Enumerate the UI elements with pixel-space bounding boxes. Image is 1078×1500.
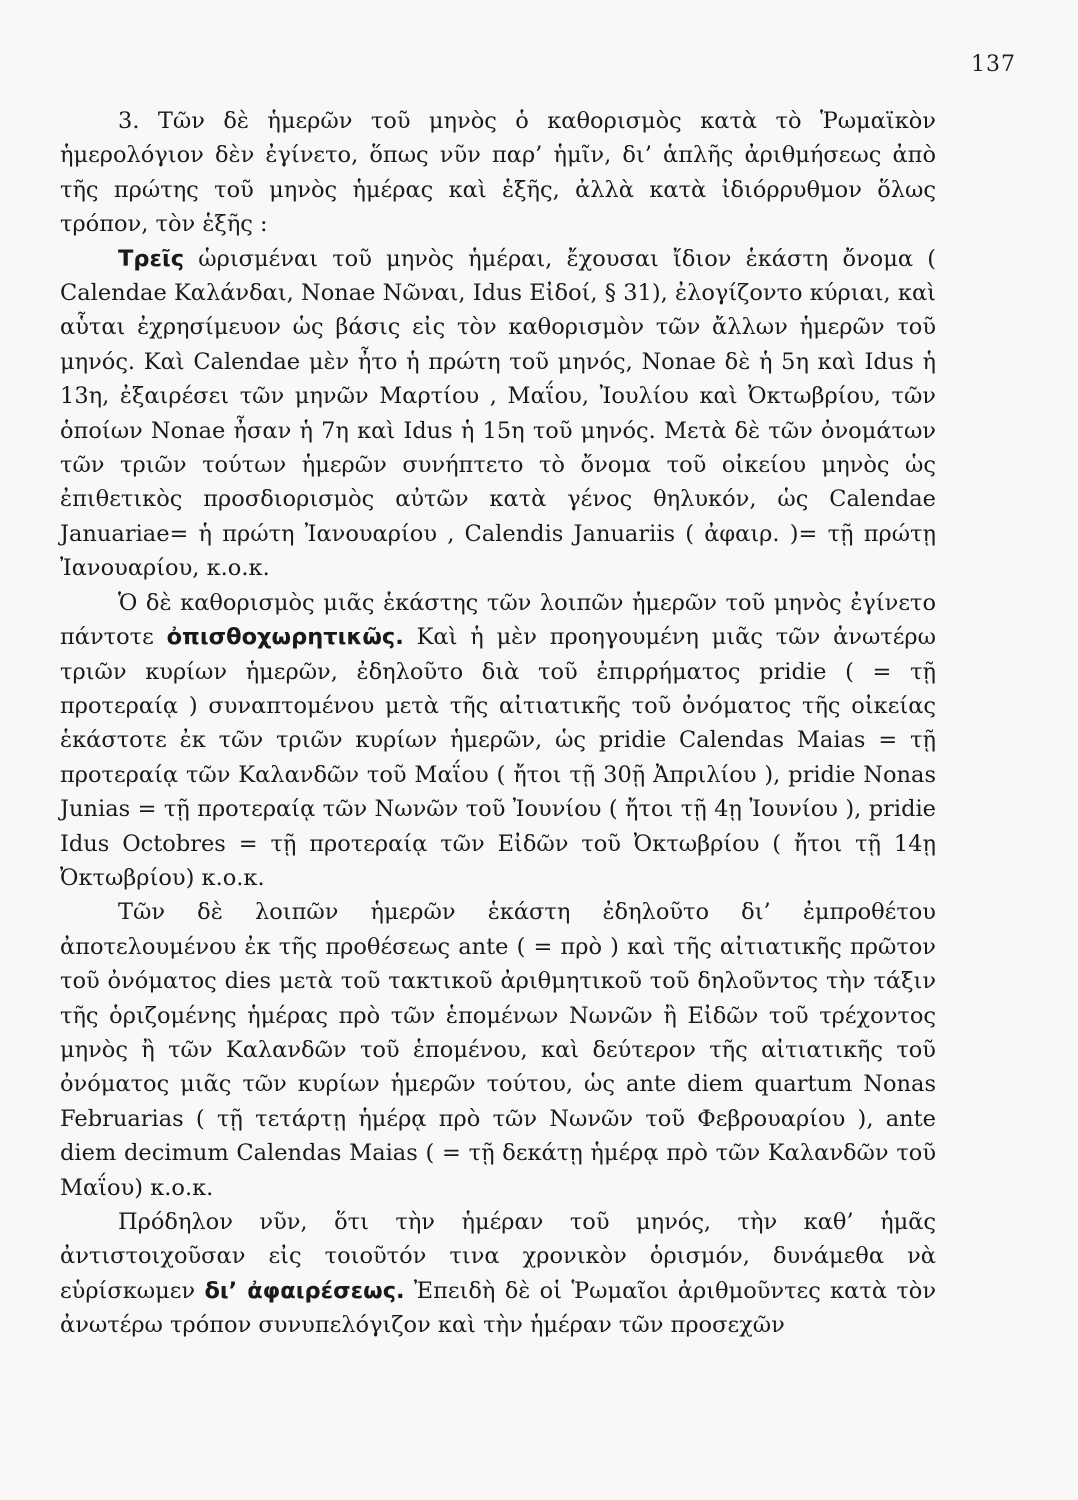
paragraph-text: Τῶν δὲ λοιπῶν ἡμερῶν ἑκάστη ἐδηλοῦτο δι’ ἐμπροθέτου ἀποτελουμένου ἐκ τῆς προθέσεως ante ( = πρὸ ) καὶ τῆς αἰτιατικῆς πρῶτον τοῦ ὀνόματος dies μετὰ τοῦ τακτικοῦ ἀριθμητικοῦ τοῦ δηλοῦντος τὴν τάξιν τῆς ὁριζομένης ἡμέρας πρὸ τῶν ἑπομένων Νωνῶν ἢ Εἰδῶν τοῦ τρέχοντος μηνὸς ἢ τῶν Καλανδῶν τοῦ ἑπομένου, καὶ δεύτερον τῆς αἰτιατικῆς τοῦ ὀνόματος μιᾶς τῶν κυρίων ἡμερῶν τούτου, ὡς ante diem quartum Nonas Februarias ( τῇ τετάρτῃ ἡμέρᾳ πρὸ τῶν Νωνῶν τοῦ Φεβρουαρίου ), ante diem decimum Calendas Maias ( = τῇ δεκάτῃ ἡμέρᾳ πρὸ τῶν Καλανδῶν τοῦ Μαΐου) κ.ο.κ. [60,899,936,1201]
paragraph [60,586,936,896]
paragraph [60,895,936,1205]
paragraph-text: ὡρισμέναι τοῦ μηνὸς ἡμέραι, ἔχουσαι ἴδιον ἑκάστη ὄνομα ( Calendae Καλάνδαι, Nonae Νῶναι, Idus Εἰδοί, § 31), ἐλογίζοντο κύριαι, καὶ αὗται ἐχρησίμευον ὡς βάσις εἰς τὸν καθορισμὸν τῶν ἄλλων ἡμερῶν τοῦ μηνός. Καὶ Calendae μὲν ἦτο ἡ πρώτη τοῦ μηνός, Nonae δὲ ἡ 5η καὶ Idus ἡ 13η, ἐξαιρέσει τῶν μηνῶν Μαρτίου , Μαΐου, Ἰουλίου καὶ Ὀκτωβρίου, τῶν ὁποίων Nonae ἦσαν ἡ 7η καὶ Idus ἡ 15η τοῦ μηνός. Μετὰ δὲ τῶν ὀνομάτων τῶν τριῶν τούτων ἡμερῶν συνήπτετο τὸ ὄνομα τοῦ οἰκείου μηνὸς ὡς ἐπιθετικὸς προσδιορισμὸς αὐτῶν κατὰ γένος θηλυκόν, ὡς Calendae Januariae= ἡ πρώτη Ἰανουαρίου , Calendis Januariis ( ἀφαιρ. )= τῇ πρώτῃ Ἰανουαρίου, κ.ο.κ. [60,245,936,582]
paragraph-text: 3. Τῶν δὲ ἡμερῶν τοῦ μηνὸς ὁ καθορισμὸς κατὰ τὸ Ῥωμαϊκὸν ἡμερολόγιον δὲν ἐγίνετο, ὅπως νῦν παρ’ ἡμῖν, δι’ ἁπλῆς ἀριθμήσεως ἀπὸ τῆς πρώτης τοῦ μηνὸς ἡμέρας καὶ ἑξῆς, ἀλλὰ κατὰ ἰδιόρρυθμον ὅλως τρόπον, τὸν ἑξῆς : [60,108,936,238]
paragraph-text: Ὁ δὲ καθορισμὸς μιᾶς ἑκάστης τῶν λοιπῶν ἡμερῶν τοῦ μηνὸς ἐγίνετο πάντοτε [60,589,936,651]
paragraph [60,1205,936,1343]
paragraph [60,242,936,586]
bold-term: ὀπισθοχωρητικῶς. [166,624,404,651]
bold-term: δι’ ἀφαιρέσεως. [204,1277,405,1304]
paragraph-text: Καὶ ἡ μὲν προηγουμένη μιᾶς τῶν ἀνωτέρω τριῶν κυρίων ἡμερῶν, ἐδηλοῦτο διὰ τοῦ ἐπιρρήματος pridie ( = τῇ προτεραίᾳ ) συναπτομένου μετὰ τῆς αἰτιατικῆς τοῦ ὀνόματος τῆς οἰκείας ἑκάστοτε ἐκ τῶν τριῶν κυρίων ἡμερῶν, ὡς pridie Calendas Maias = τῇ προτεραίᾳ τῶν Καλανδῶν τοῦ Μαΐου ( ἤτοι τῇ 30ῇ Ἀπριλίου ), pridie Nonas Junias = τῇ προτεραίᾳ τῶν Νωνῶν τοῦ Ἰουνίου ( ἤτοι τῇ 4ῃ Ἰουνίου ), pridie Idus Octobres = τῇ προτεραίᾳ τῶν Εἰδῶν τοῦ Ὀκτωβρίου ( ἤτοι τῇ 14ῃ Ὀκτωβρίου) κ.ο.κ. [60,624,936,891]
bold-term: Τρεῖς [118,245,185,272]
paragraph-text: Πρόδηλον νῦν, ὅτι τὴν ἡμέραν τοῦ μηνός, τὴν καθ’ ἡμᾶς ἀντιστοιχοῦσαν εἰς τοιοῦτόν τινα χρονικὸν ὁρισμόν, δυνάμεθα νὰ εὑρίσκωμεν [60,1209,936,1304]
paragraph-text: Ἐπειδὴ δὲ οἱ Ῥωμαῖοι ἀριθμοῦντες κατὰ τὸν ἀνωτέρω τρόπον συνυπελόγιζον καὶ τὴν ἡμέραν τῶν προσεχῶν [60,1277,936,1339]
paragraph [60,104,936,242]
body-text [60,104,936,1343]
page-number: 137 [971,52,1016,77]
